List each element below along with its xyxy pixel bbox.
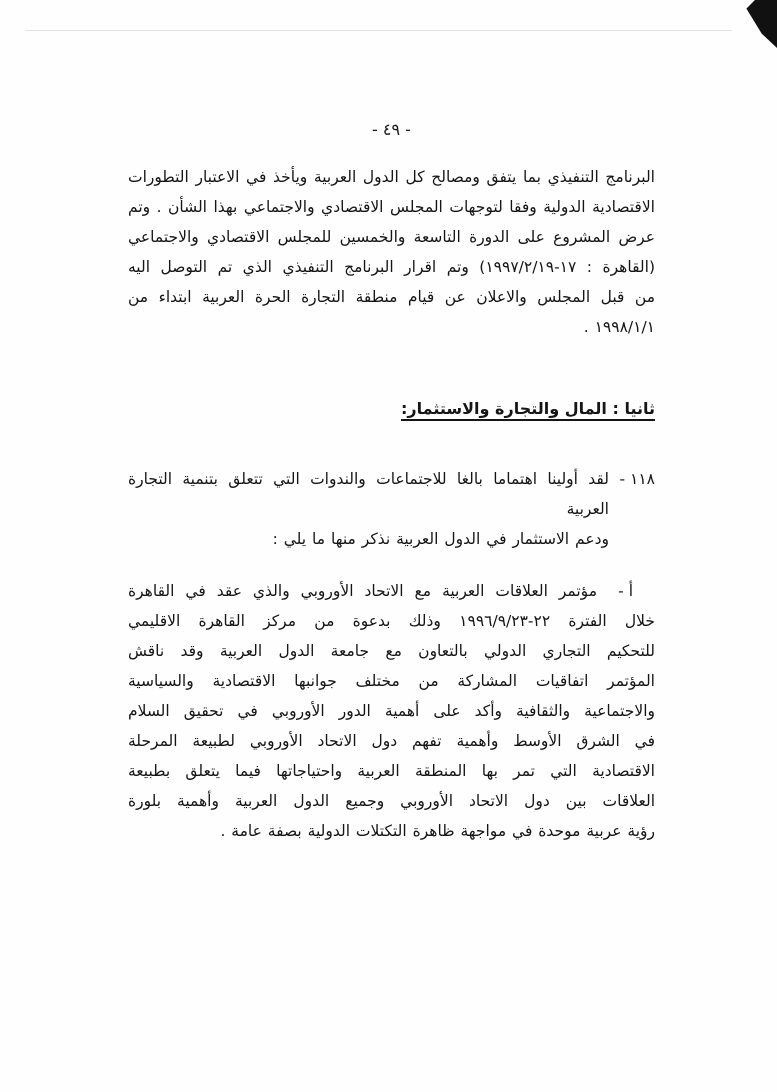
text-line: والاجتماعية والثقافية وأكد على أهمية الدور الأوروبي في تحقيق السلام	[128, 702, 655, 720]
text-line: ١٩٩٨/١/١ .	[583, 318, 655, 336]
section-heading: ثانيا : المال والتجارة والاستثمار:	[401, 399, 655, 418]
text-line: المؤتمر اتفاقيات المشاركة من مختلف جوانبها الاقتصادية والسياسية	[128, 672, 655, 690]
text-line: الاقتصادية الدولية وفقا لتوجهات المجلس الاقتصادي والاجتماعي بهذا الشأن . وتم	[128, 198, 655, 216]
item-118-number: ١١٨ -	[619, 470, 655, 488]
text-line: من قبل المجلس والاعلان عن قيام منطقة التجارة الحرة العربية ابتداء من	[128, 288, 655, 306]
page-content	[128, 0, 655, 846]
page-number: - ٤٩ -	[372, 120, 411, 139]
item-a-marker: أ -	[618, 582, 633, 600]
text-line: ودعم الاستثمار في الدول العربية نذكر منها ما يلي :	[272, 530, 609, 548]
text-line: مؤتمر العلاقات العربية مع الاتحاد الأوروبي والذي عقد في القاهرة	[128, 582, 597, 600]
paragraph-continuation	[128, 162, 655, 342]
text-line: للتحكيم التجاري الدولي بالتعاون مع جامعة الدول العربية وقد ناقش	[128, 642, 655, 660]
scan-artifact-corner	[743, 0, 777, 48]
text-line: (القاهرة : ⁦١٧-١٩٩٧/٢/١٩⁩) وتم اقرار البرنامج التنفيذي الذي تم التوصل اليه	[128, 258, 655, 276]
item-a-text	[128, 576, 655, 846]
text-line: خلال الفترة ⁦٢٢-١٩٩٦/٩/٢٣⁩ وذلك بدعوة من مركز القاهرة الاقليمي	[128, 612, 655, 630]
text-line: عرض المشروع على الدورة التاسعة والخمسين للمجلس الاقتصادي والاجتماعي	[128, 228, 655, 246]
item-118-text	[128, 464, 655, 554]
text-line: البرنامج التنفيذي بما يتفق ومصالح كل الدول العربية ويأخذ في الاعتبار التطورات	[128, 168, 655, 186]
text-line: لقد أولينا اهتماما بالغا للاجتماعات والندوات التي تتعلق بتنمية التجارة العربية	[128, 470, 609, 518]
text-line: الاقتصادية التي تمر بها المنطقة العربية واحتياجاتها فيما يتعلق بطبيعة	[128, 762, 655, 780]
text-line: العلاقات بين دول الاتحاد الأوروبي وجميع الدول العربية وأهمية بلورة	[128, 792, 655, 810]
text-line: رؤية عربية موحدة في مواجهة ظاهرة التكتلات الدولية بصفة عامة .	[220, 822, 655, 840]
item-a	[128, 576, 655, 846]
item-118	[128, 464, 655, 554]
text-line: في الشرق الأوسط وأهمية تفهم دول الاتحاد الأوروبي لطبيعة المرحلة	[128, 732, 655, 750]
